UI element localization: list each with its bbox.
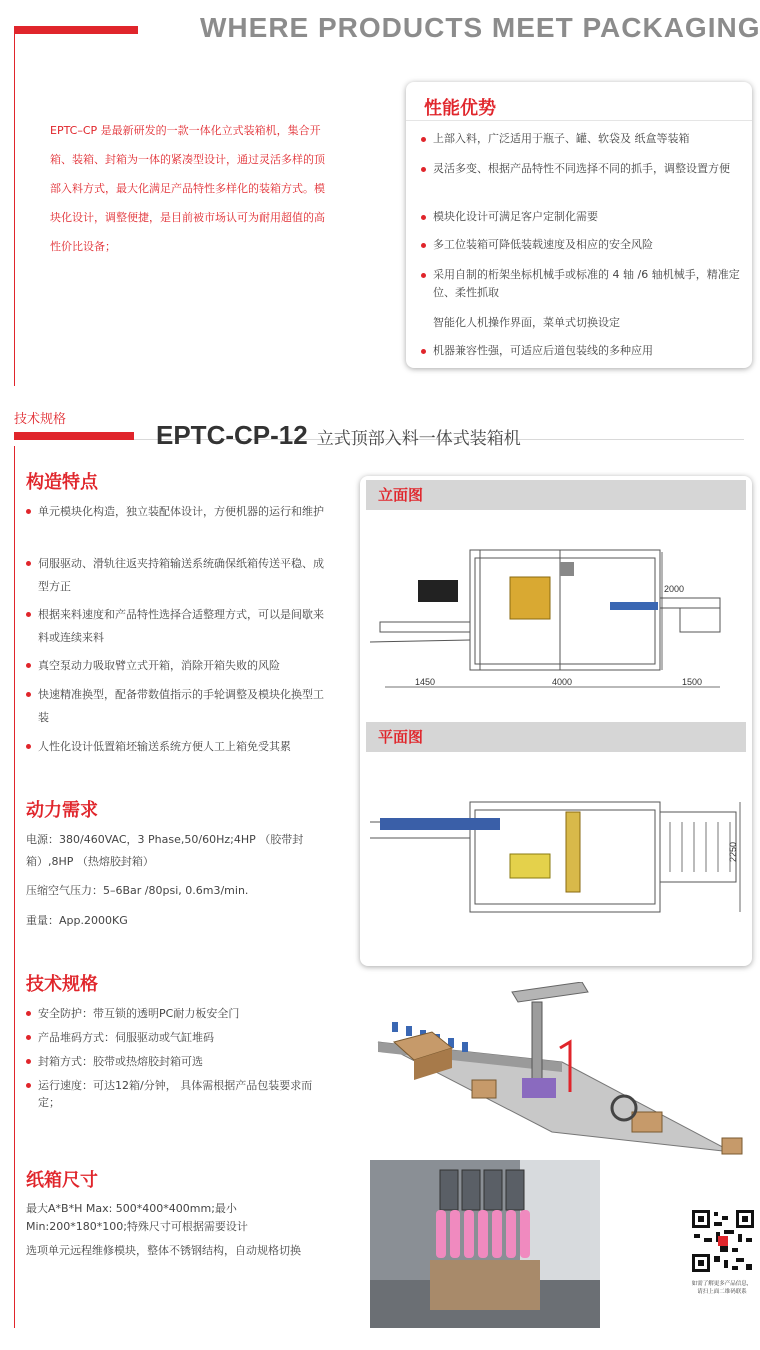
tech-item: 安全防护：带互锁的透明PC耐力板安全门: [26, 1002, 326, 1025]
advantages-card: [406, 82, 752, 368]
dim-left: 1450: [415, 677, 436, 687]
advantage-item: 智能化人机操作界面，菜单式切换设定: [433, 316, 620, 329]
bullet-dot: [26, 692, 31, 697]
advantage-item: 上部入料，广泛适用于瓶子、罐、软袋及 纸盒等装箱: [421, 130, 746, 148]
tech-item: 封箱方式：胶带或热熔胶封箱可选: [26, 1050, 326, 1073]
tech-item: 运行速度：可达12箱/分钟， 具体需根据产品包装要求而定；: [26, 1074, 326, 1111]
advantage-item: 采用自制的桁架坐标机械手或标准的 4 轴 /6 轴机械手，精准定位、柔性抓取: [421, 266, 746, 302]
model-name: 立式顶部入料一体式装箱机: [316, 429, 521, 449]
qr-code: [690, 1208, 756, 1274]
bullet-dot: [26, 1011, 31, 1016]
elevation-drawing: [370, 522, 742, 712]
qr-caption-line1: 如需了解更多产品信息，: [691, 1281, 753, 1287]
carton-options: 选项单元远程维修模块，整体不锈钢结构，自动规格切换: [26, 1244, 301, 1257]
qr-caption-line2: 请扫上面二维码联系: [697, 1289, 747, 1295]
spec-tab-label: 技术规格: [14, 412, 67, 427]
left-rule-lower: [14, 446, 15, 1328]
power-electric: 电源：380/460VAC，3 Phase,50/60Hz;4HP （胶带封箱）,8HP （热熔胶封箱）: [26, 833, 304, 868]
bullet-dot: [26, 612, 31, 617]
structure-item: 人性化设计低置箱坯输送系统方便人工上箱免受其累: [26, 735, 326, 758]
machine-3d-illustration: [372, 982, 756, 1158]
bullet-dot: [26, 1059, 31, 1064]
power-air: 压缩空气压力：5–6Bar /80psi, 0.6m3/min.: [26, 884, 249, 897]
structure-item: 单元模块化构造，独立装配体设计，方便机器的运行和维护: [26, 500, 326, 523]
bullet-dot: [421, 167, 426, 172]
structure-item: 根据来料速度和产品特性选择合适整理方式，可以是间歇来料或连续来料: [26, 603, 326, 649]
header-tagline: WHERE PRODUCTS MEET PACKAGING: [200, 12, 760, 43]
qr-caption: [684, 1280, 760, 1296]
dim-plan: 2250: [728, 841, 738, 862]
dim-right: 1500: [682, 677, 703, 687]
advantage-item: 模块化设计可满足客户定制化需要: [421, 208, 746, 226]
power-weight: 重量：App.2000KG: [26, 914, 128, 927]
plan-drawing: [370, 782, 742, 932]
carton-title: 纸箱尺寸: [26, 1170, 98, 1191]
model-code: EPTC-CP-12: [156, 420, 308, 450]
advantages-title-underline: [406, 120, 752, 121]
tech-title: 技术规格: [26, 974, 98, 995]
bullet-dot: [26, 561, 31, 566]
bullet-dot: [26, 1083, 31, 1088]
power-title: 动力需求: [26, 800, 98, 821]
bullet-dot: [421, 137, 426, 142]
machine-photo: [370, 1160, 600, 1328]
dim-mid: 4000: [552, 677, 573, 687]
bullet-dot: [26, 509, 31, 514]
spec-tab-bar: [14, 432, 134, 440]
structure-title: 构造特点: [26, 472, 98, 493]
structure-item: 快速精准换型，配备带数值指示的手轮调整及模块化换型工装: [26, 683, 326, 729]
bullet-dot: [421, 273, 426, 278]
bullet-dot: [421, 349, 426, 354]
structure-item: 伺服驱动、滑轨往返夹持箱输送系统确保纸箱传送平稳、成型方正: [26, 552, 326, 598]
bullet-dot: [26, 744, 31, 749]
bullet-dot: [421, 243, 426, 248]
tech-item: 产品堆码方式：伺服驱动或气缸堆码: [26, 1026, 326, 1049]
advantage-item: 多工位装箱可降低装载速度及相应的安全风险: [421, 236, 746, 254]
bullet-dot: [26, 663, 31, 668]
drawings-card: [360, 476, 752, 966]
header-left-rule: [14, 34, 15, 386]
carton-size: 最大A*B*H Max: 500*400*400mm;最小 Min:200*180*100;特殊尺寸可根据需要设计: [26, 1202, 248, 1233]
bullet-dot: [421, 215, 426, 220]
advantage-item: 灵活多变、根据产品特性不同选择不同的抓手，调整设置方便: [421, 160, 746, 178]
dim-height: 2000: [664, 584, 685, 594]
advantage-item: 机器兼容性强，可适应后道包装线的多种应用: [421, 342, 746, 360]
elevation-header: 立面图: [366, 480, 746, 510]
bullet-dot: [26, 1035, 31, 1040]
plan-header: 平面图: [366, 722, 746, 752]
header-red-bar: [14, 26, 138, 34]
model-title: [156, 420, 521, 451]
structure-item: 真空泵动力吸取臂立式开箱，消除开箱失败的风险: [26, 654, 326, 677]
intro-paragraph: EPTC–CP 是最新研发的一款一体化立式装箱机，集合开箱、装箱、封箱为一体的紧凑型设计，通过灵活多样的顶部入料方式，最大化满足产品特性多样化的装箱方式。模块化设计，调整便捷，是目前被市场认可为耐用超值的高性价比设备；: [50, 124, 325, 253]
advantages-title: 性能优势: [424, 98, 496, 119]
